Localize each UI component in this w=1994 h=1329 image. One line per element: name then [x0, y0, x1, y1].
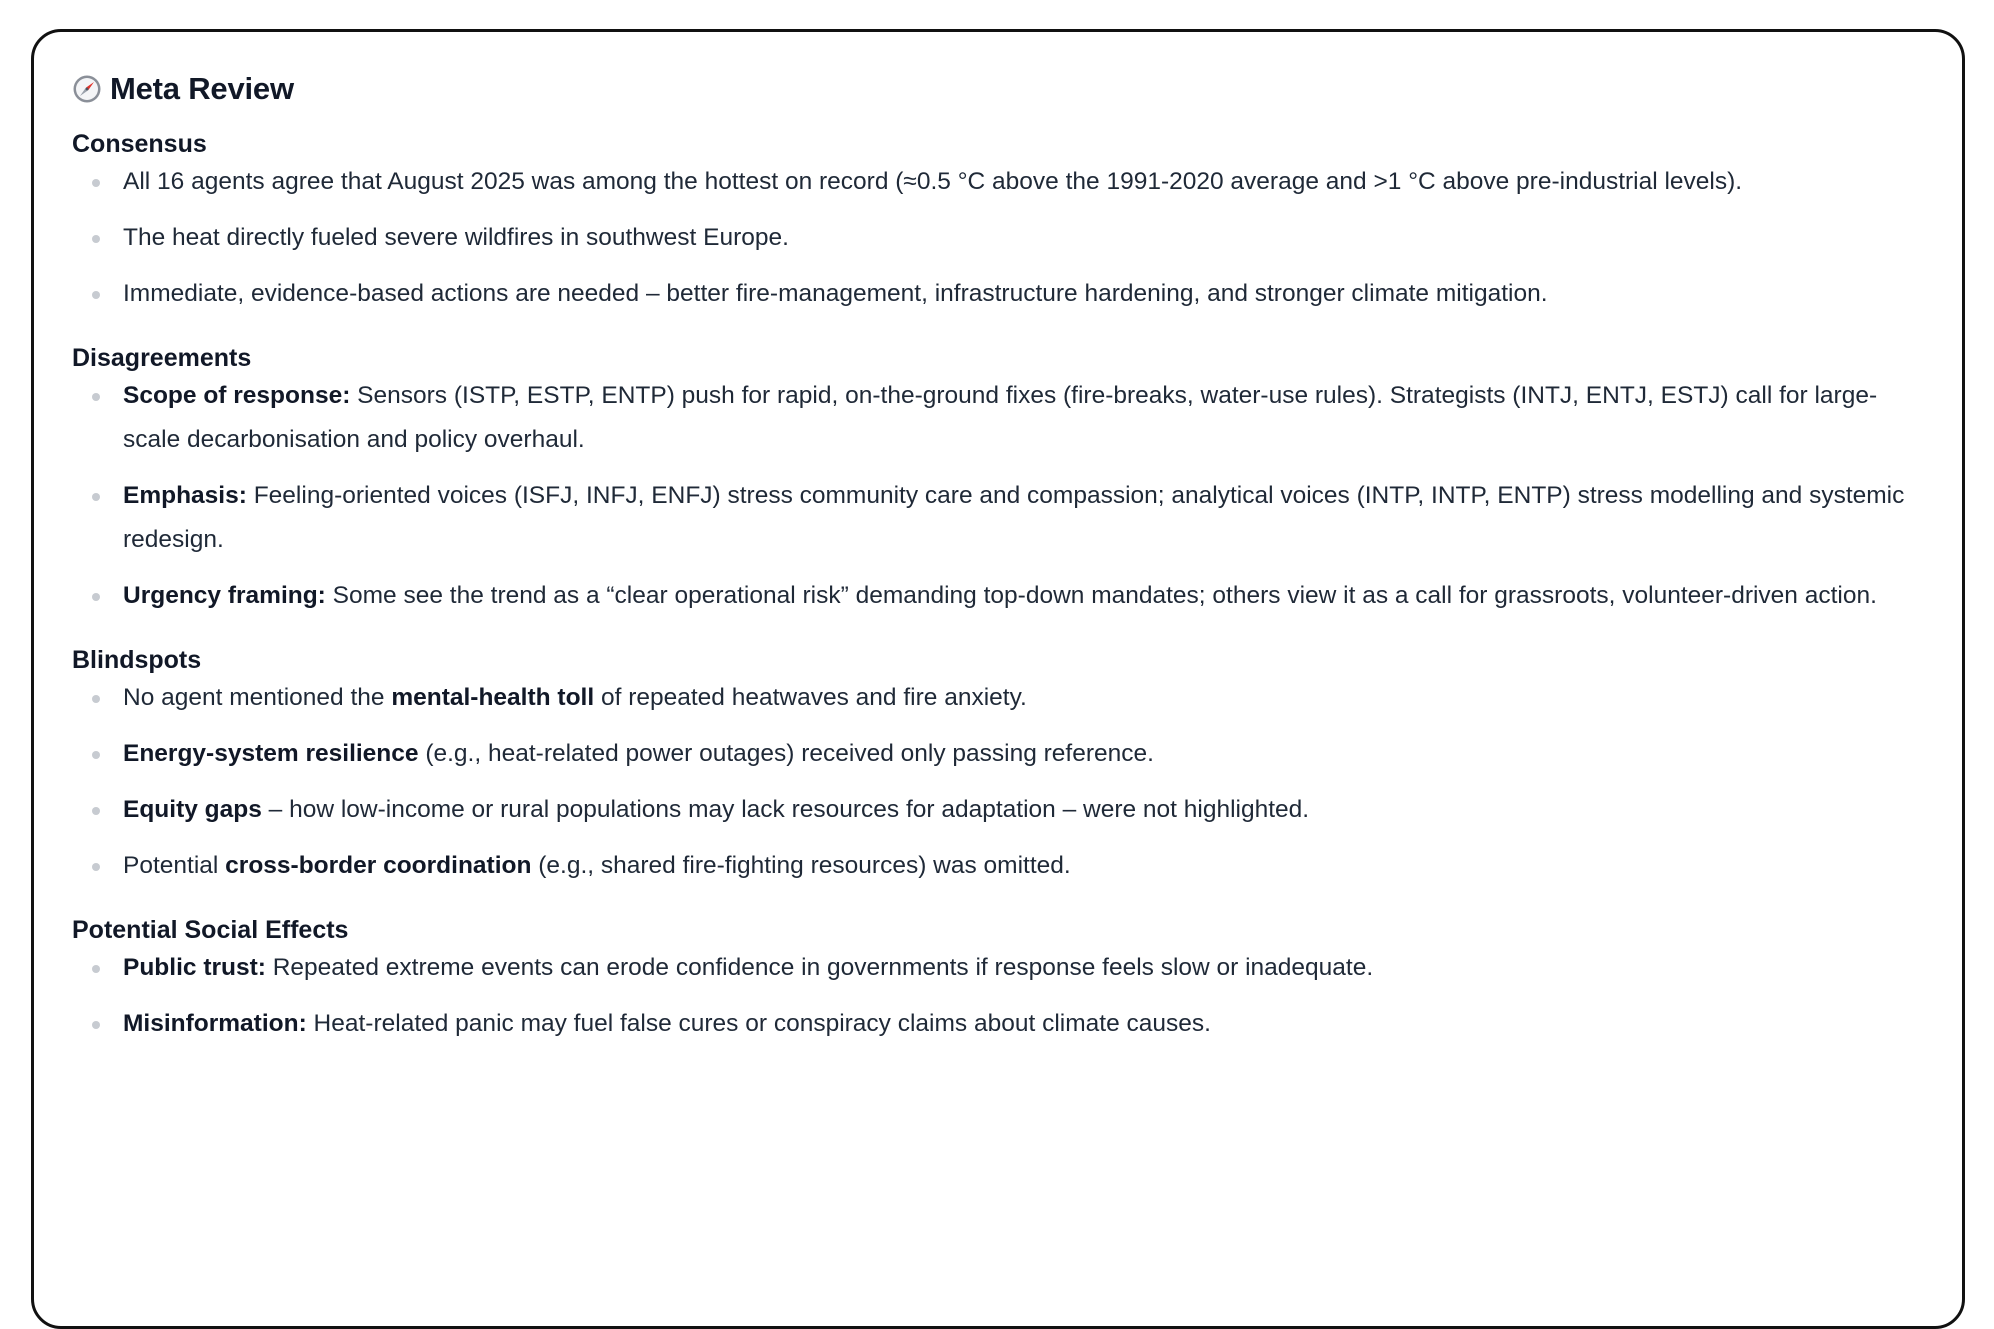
consensus-list: [72, 160, 1924, 316]
list-item: [72, 374, 1924, 462]
item-label: Public trust:: [123, 954, 266, 981]
item-text-post: – how low-income or rural populations may lack resources for adaptation – were not highlighted.: [261, 796, 1310, 823]
disagreements-list: [72, 374, 1924, 618]
item-text-post: (e.g., heat-related power outages) received only passing reference.: [418, 740, 1154, 767]
item-label: Misinformation:: [123, 1010, 307, 1037]
item-bold: cross-border coordination: [225, 852, 532, 879]
item-text-pre: Potential: [123, 852, 226, 879]
item-bold: Equity gaps: [123, 796, 262, 823]
list-item: [72, 732, 1924, 776]
list-item: [72, 1002, 1924, 1046]
list-item: The heat directly fueled severe wildfires in southwest Europe.: [72, 216, 1924, 260]
list-item: [72, 844, 1924, 888]
section-heading-consensus: Consensus: [72, 130, 207, 158]
meta-review-card: [31, 29, 1965, 1329]
page-title: Meta Review: [110, 71, 294, 106]
item-label: Emphasis:: [123, 482, 247, 509]
item-bold: Energy-system resilience: [123, 740, 419, 767]
item-text: Sensors (ISTP, ESTP, ENTP) push for rapid, on-the-ground fixes (fire-breaks, water-use rules). Strategists (INTJ, ENTJ, ESTJ) call for large-scale decarbonisation and policy overhaul.: [123, 382, 1878, 453]
section-heading-social-effects: Potential Social Effects: [72, 916, 349, 944]
social-effects-list: [72, 946, 1924, 1046]
list-item: Immediate, evidence-based actions are needed – better fire-management, infrastructure hardening, and stronger climate mitigation.: [72, 272, 1924, 316]
item-bold: mental-health toll: [391, 684, 595, 711]
card-header: [72, 72, 1924, 106]
list-item: All 16 agents agree that August 2025 was among the hottest on record (≈0.5 °C above the 1991-2020 average and >1 °C above pre-industrial levels).: [72, 160, 1924, 204]
item-label: Urgency framing:: [123, 582, 326, 609]
item-text: Heat-related panic may fuel false cures or conspiracy claims about climate causes.: [306, 1010, 1211, 1037]
item-text: Feeling-oriented voices (ISFJ, INFJ, ENFJ) stress community care and compassion; analytical voices (INTP, INTP, ENTP) stress modelling and systemic redesign.: [123, 482, 1905, 553]
section-heading-blindspots: Blindspots: [72, 646, 202, 674]
list-item: [72, 788, 1924, 832]
blindspots-list: [72, 676, 1924, 888]
compass-icon: [72, 74, 102, 104]
item-text-pre: No agent mentioned the: [123, 684, 392, 711]
item-text-post: of repeated heatwaves and fire anxiety.: [594, 684, 1027, 711]
item-text: Some see the trend as a “clear operational risk” demanding top-down mandates; others view it as a call for grassroots, volunteer-driven action.: [325, 582, 1877, 609]
list-item: [72, 474, 1924, 562]
list-item: [72, 574, 1924, 618]
item-text-post: (e.g., shared fire-fighting resources) was omitted.: [531, 852, 1071, 879]
list-item: [72, 676, 1924, 720]
item-label: Scope of response:: [123, 382, 351, 409]
list-item: [72, 946, 1924, 990]
section-heading-disagreements: Disagreements: [72, 344, 252, 372]
item-text: Repeated extreme events can erode confidence in governments if response feels slow or inadequate.: [265, 954, 1374, 981]
